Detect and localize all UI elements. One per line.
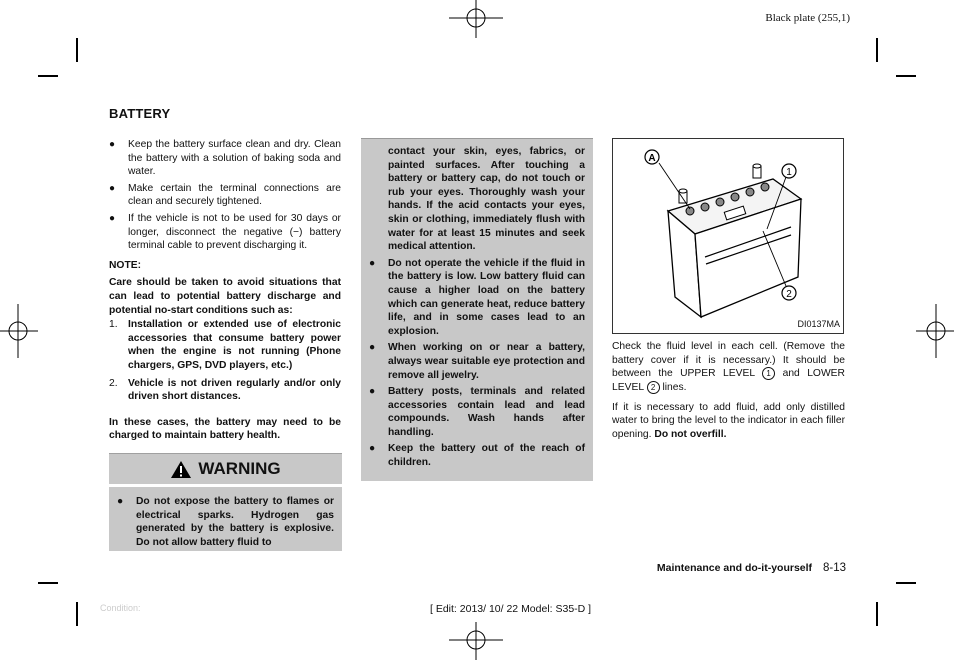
warning-item: ● Battery posts, terminals and related accessories contain lead and lead compounds. Wash hands after handling.: [369, 386, 585, 438]
footer-title: Maintenance and do-it-yourself: [656, 562, 813, 574]
warning-item: ● Do not operate the vehicle if the fluid in the battery is low. Low battery fluid can cause a higher load on the battery which can generate heat, reduce battery life, and in some cases lead to an explosion.: [369, 257, 585, 337]
column-1: [109, 138, 341, 443]
page-number: 8-13: [822, 562, 846, 574]
note-followup: In these cases, the battery may need to be charged to maintain battery health.: [109, 416, 341, 442]
callout-a: A: [648, 153, 656, 164]
warning-title: WARNING: [198, 459, 281, 478]
callout-2-inline: 2: [647, 381, 660, 394]
warning-triangle-icon: [170, 460, 192, 479]
registration-mark-left: [0, 302, 40, 360]
crop-mark: [38, 75, 58, 77]
warning-box: [109, 487, 342, 551]
warning-continued-text: contact your skin, eyes, fabrics, or painted surfaces. After touching a battery or battery cap, do not touch or rub your eyes. Thoroughly wash your hands. If the acid contacts your eyes, skin or clothing, immediately flush with water for at least 15 minutes and seek medical attention.: [388, 146, 585, 253]
warning-item: ● Keep the battery out of the reach of children.: [369, 443, 585, 469]
warning-header: [109, 453, 342, 484]
list-item: ● If the vehicle is not to be used for 30 days or longer, disconnect the negative (−) battery terminal cable to prevent discharging it.: [109, 212, 341, 252]
condition-label: Condition:: [100, 603, 141, 613]
callout-2: 2: [786, 289, 792, 300]
plate-label: Black plate (255,1): [765, 12, 850, 24]
crop-mark: [876, 602, 878, 626]
warning-item: ● When working on or near a battery, always wear suitable eye protection and remove all jewelry.: [369, 342, 585, 381]
crop-mark: [76, 38, 78, 62]
numbered-item: 2. Vehicle is not driven regularly and/or only driven short distances.: [109, 377, 341, 403]
registration-mark-right: [914, 302, 954, 360]
paragraph-add-fluid: If it is necessary to add fluid, add only distilled water to bring the level to the indicator in each filler opening. Do not overfill.: [612, 401, 845, 440]
crop-mark: [896, 582, 916, 584]
crop-mark: [38, 582, 58, 584]
edit-info: [ Edit: 2013/ 10/ 22 Model: S35-D ]: [430, 603, 592, 615]
note-label: NOTE:: [109, 259, 142, 271]
registration-mark-top: [447, 0, 505, 40]
list-item: ● Keep the battery surface clean and dry. Clean the battery with a solution of baking soda and water.: [109, 139, 341, 178]
section-heading: BATTERY: [109, 106, 171, 121]
callout-1: 1: [786, 167, 792, 178]
column-3: [612, 340, 845, 442]
callout-1-inline: 1: [762, 367, 775, 380]
crop-mark: [876, 38, 878, 62]
page-footer: [600, 562, 846, 574]
paragraph-fluid-check: Check the fluid level in each cell. (Remove the battery cover if it is necessary.) It should be between the UPPER LEVEL 1 and LOWER LEVEL 2 lines.: [612, 341, 845, 394]
battery-illustration: [613, 139, 843, 333]
registration-mark-bottom: [447, 622, 505, 661]
note-text: Care should be taken to avoid situations that can lead to potential battery discharge and potential no-start conditions such as:: [109, 277, 341, 316]
crop-mark: [896, 75, 916, 77]
figure-code: DI0137MA: [797, 319, 840, 329]
numbered-item: 1. Installation or extended use of electronic accessories that consume battery power when the engine is not running (Phone chargers, GPS, DVD players, etc.): [109, 319, 341, 371]
warning-box-continued: [361, 138, 593, 481]
crop-mark: [76, 602, 78, 626]
warning-item: ● Do not expose the battery to flames or electrical sparks. Hydrogen gas generated by the battery is explosive. Do not allow battery fluid to: [117, 496, 334, 548]
list-item: ● Make certain the terminal connections are clean and securely tightened.: [109, 182, 341, 208]
battery-figure: [612, 138, 844, 334]
